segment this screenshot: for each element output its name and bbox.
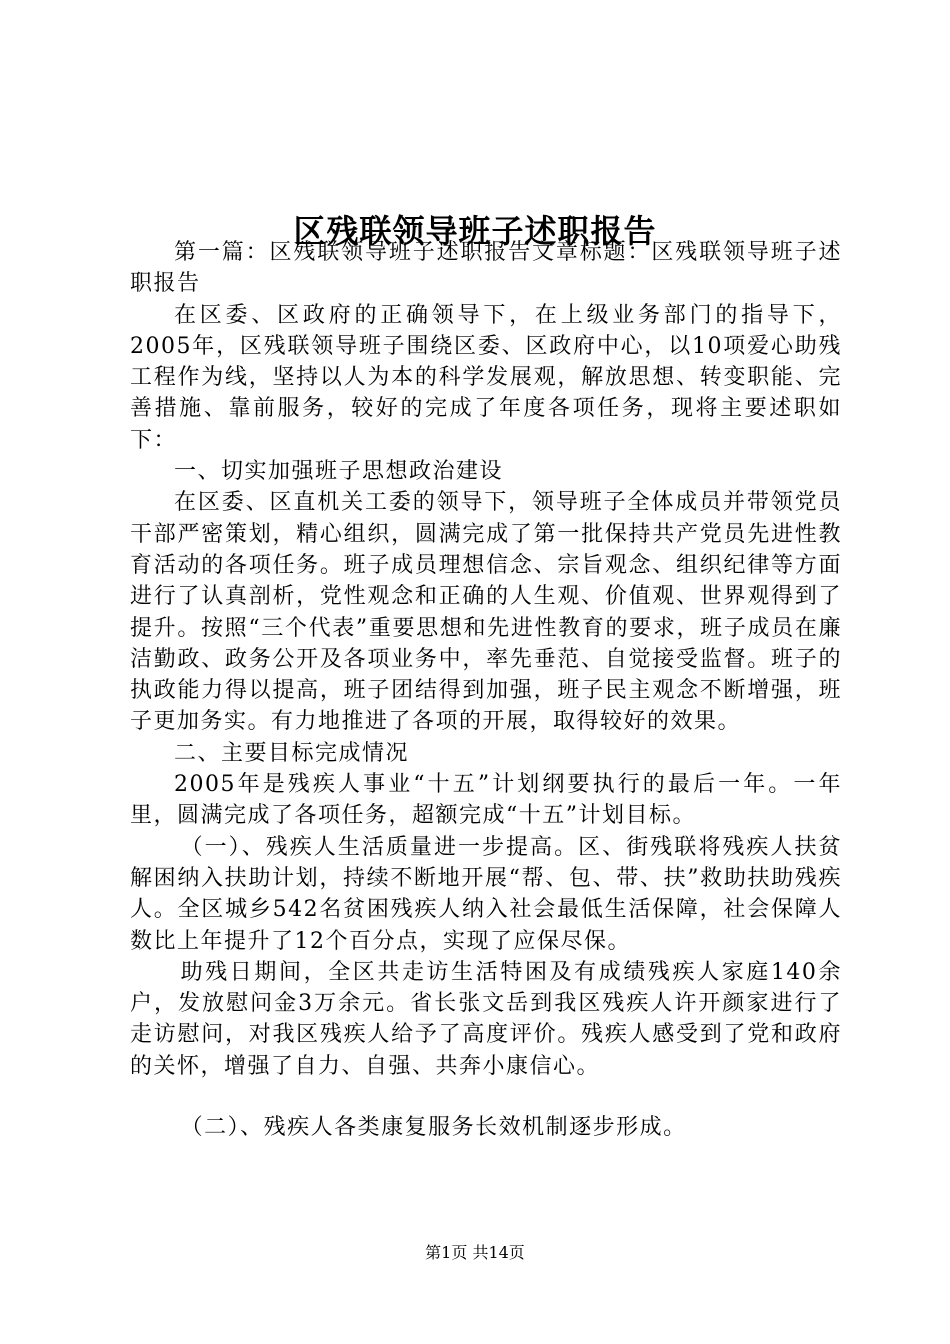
paragraph-2005-goals: 2005年是残疾人事业“十五”计划纲要执行的最后一年。一年里，圆满完成了各项任务，超额完成“十五”计划目标。: [130, 772, 842, 829]
paragraph-overview: 在区委、区政府的正确领导下，在上级业务部门的指导下，2005年，区残联领导班子围绕区委、区政府中心，以10项爱心助残工程作为线，坚持以人为本的科学发展观，解放思想、转变职能、完善措施、靠前服务，较好的完成了年度各项任务，现将主要述职如下：: [130, 302, 842, 453]
paragraph-living-quality: （一）、残疾人生活质量进一步提高。区、街残联将残疾人扶贫解困纳入扶助计划，持续不断地开展“帮、包、带、扶”救助扶助残疾人。全区城乡542名贫困残疾人纳入社会最低生活保障，社会保障人数比上年提升了12个百分点，实现了应保尽保。: [130, 834, 842, 954]
paragraph-political-building: 在区委、区直机关工委的领导下，领导班子全体成员并带领党员干部严密策划，精心组织，圆满完成了第一批保持共产党员先进性教育活动的各项任务。班子成员理想信念、宗旨观念、组织纪律等方面进行了认真剖析，党性观念和正确的人生观、价值观、世界观得到了提升。按照“三个代表”重要思想和先进性教育的要求，班子成员在廉洁勤政、政务公开及各项业务中，率先垂范、自觉接受监督。班子的执政能力得以提高，班子团结得到加强，班子民主观念不断增强，班子更加务实。有力地推进了各项的开展，取得较好的效果。: [130, 490, 842, 735]
document-title: 区残联领导班子述职报告: [293, 212, 657, 251]
section-heading-1: 一、切实加强班子思想政治建设: [174, 459, 504, 485]
paragraph-rehab-services: （二）、残疾人各类康复服务长效机制逐步形成。: [180, 1115, 687, 1141]
document-body: [130, 237, 842, 1143]
page-footer: 第1页 共14页: [425, 1243, 525, 1262]
paragraph-intro: 第一篇：区残联领导班子述职报告文章标题：区残联领导班子述职报告: [130, 240, 842, 297]
paragraph-assistance-day: 助残日期间，全区共走访生活特困及有成绩残疾人家庭140余户，发放慰问金3万余元。省长张文岳到我区残疾人许开颜家进行了走访慰问，对我区残疾人给予了高度评价。残疾人感受到了党和政府的关怀，增强了自力、自强、共奔小康信心。: [130, 959, 842, 1079]
section-heading-2: 二、主要目标完成情况: [174, 740, 410, 766]
